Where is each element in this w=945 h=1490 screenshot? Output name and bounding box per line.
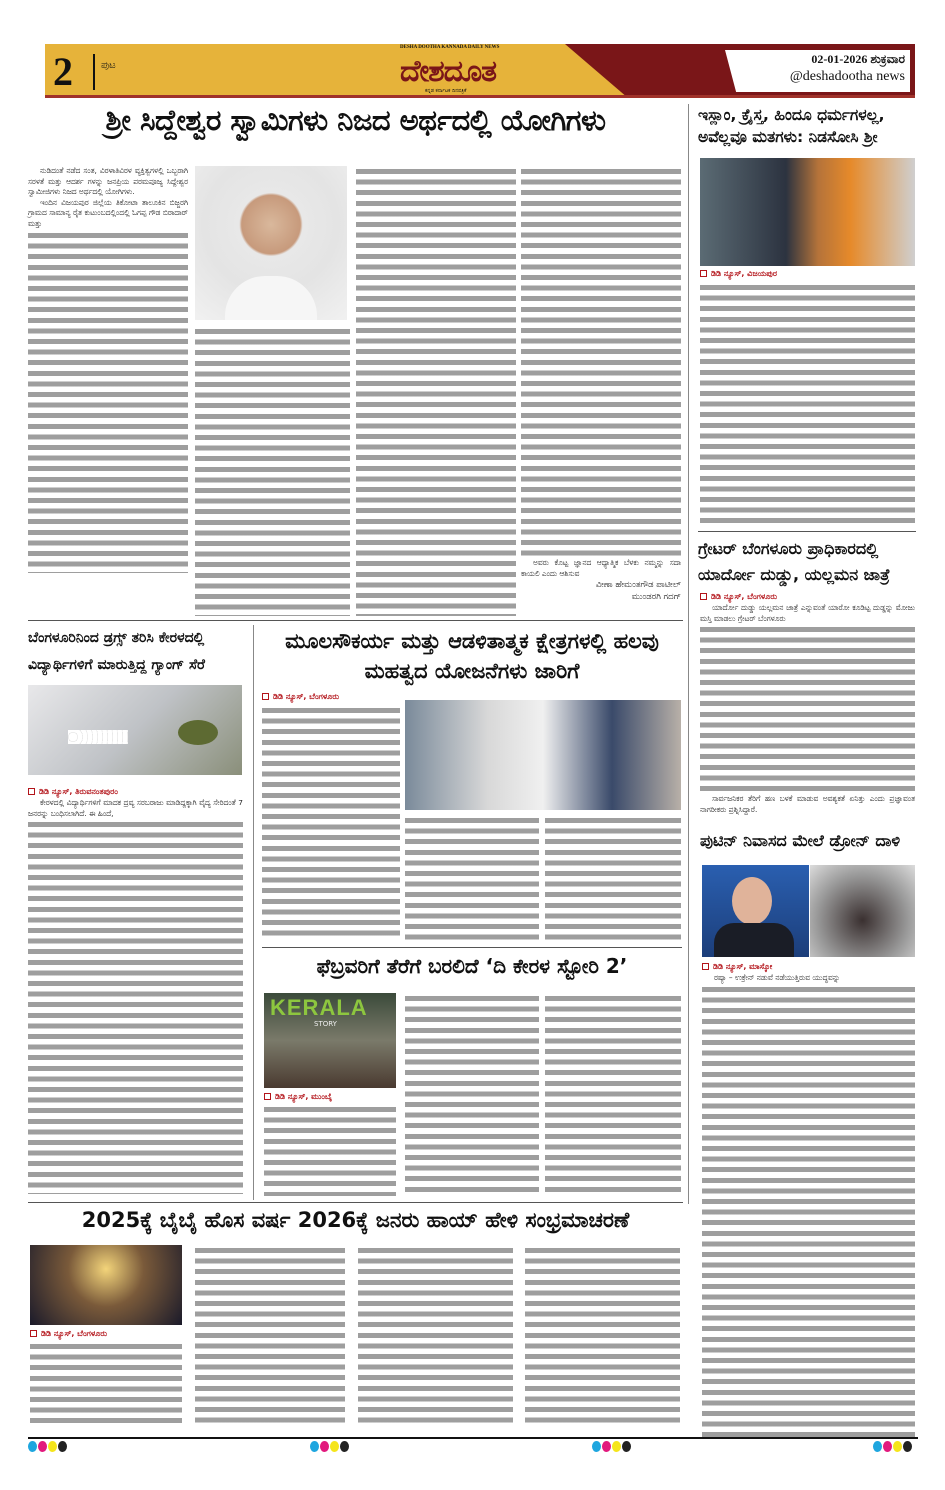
main-story-col3	[356, 166, 516, 616]
author-place: ಮುಂಡರಗಿ ಗದಗ್	[631, 592, 681, 603]
right-story1-headline: ಇಸ್ಲಾಂ, ಕ್ರೈಸ್ತ, ಹಿಂದೂ ಧರ್ಮಗಳಲ್ಲ, ಅವೆಲ್ಲವೂ ಮತಗಳು: ನಿಡಸೋಸಿ ಶ್ರೀ	[698, 106, 885, 146]
paper-logo: ದೇಶದೂತ	[400, 54, 497, 89]
drugs-photo	[28, 685, 242, 775]
registration-dot	[903, 1441, 912, 1452]
kerala-story-poster: KERALA STORY	[264, 993, 396, 1088]
drugs-byline: ಡಿಡಿ ನ್ಯೂಸ್, ತಿರುವನಂತಪುರಂ	[28, 787, 118, 797]
registration-dot	[602, 1441, 611, 1452]
infra-text-col1	[262, 705, 400, 940]
main-story-col1: ನುಡಿದಂತೆ ನಡೆದ ಸಂತ, ವಿರಳಾತಿವಿರಳ ವ್ಯಕ್ತಿತ್ವಗಳಲ್ಲಿ ಒಬ್ಬರಾಗಿ ಸರಳತೆ ಮತ್ತು ಆದರ್ಶ ಗಳನ್ನು ಜನಪ್ರಿಯ ಪರಮಪೂಜ್ಯ ಸಿದ್ದೇಶ್ವರ ಸ್ವಾಮೀಜಿಗಳು ನಿಜದ ಅರ್ಥದಲ್ಲಿ ಯೋಗಿಗಳು. ಇಂದಿನ ವಿಜಯಪುರ ಜಿಲ್ಲೆಯ ತಿಕೋಟಾ ತಾಲೂಕಿನ ಬಿಜ್ಜರಗಿ ಗ್ರಾಮದ ಸಾಮಾನ್ಯ ರೈತ ಕುಟುಂಬದಲ್ಲಿಂದಲ್ಲಿ ಓಗಪ್ಪ ಗೌಡ ಬಿರಾದಾರ್ ಮತ್ತು	[28, 166, 188, 573]
footer-rule	[28, 1437, 918, 1439]
infra-text-col3	[545, 815, 681, 940]
right-story1-byline: ಡಿಡಿ ನ್ಯೂಸ್, ವಿಜಯಪುರ	[700, 269, 777, 279]
registration-dot	[612, 1441, 621, 1452]
newyear-headline: 2025ಕ್ಕೆ ಬೈಬೈ ಹೊಸ ವರ್ಷ 2026ಕ್ಕೆ ಜನರು ಹಾಯ್ ಹೇಳಿ ಸಂಭ್ರಮಾಚರಣೆ	[81, 1208, 630, 1232]
kerala-story-byline: ಡಿಡಿ ನ್ಯೂಸ್, ಮುಂಬೈ	[264, 1092, 332, 1102]
drugs-text: ಕೇರಳದಲ್ಲಿ ವಿದ್ಯಾರ್ಥಿಗಳಿಗೆ ಮಾದಕ ದ್ರವ್ಯ ಸರಬರಾಜು ಮಾಡಿದ್ದಕ್ಕಾಗಿ ವೈದ್ಯ ಸೇರಿದಂತೆ 7 ಜನರನ್ನು ಬಂಧಿಸಲಾಗಿದೆ. ಈ ಹಿಂದೆ,	[28, 798, 243, 1194]
putin-photo	[702, 865, 809, 957]
main-headline: ಶ್ರೀ ಸಿದ್ದೇಶ್ವರ ಸ್ವಾಮಿಗಳು ನಿಜದ ಅರ್ಥದಲ್ಲಿ ಯೋಗಿಗಳು	[105, 103, 606, 137]
right-story3-text: ರಷ್ಯಾ – ಉಕ್ರೇನ್ ನಡುವೆ ನಡೆಯುತ್ತಿರುವ ಯುದ್ಧವನ್ನು	[702, 973, 915, 1439]
issue-date: 02-01-2026 ಶುಕ್ರವಾರ	[811, 52, 905, 66]
kerala-text-col3	[545, 993, 681, 1196]
registration-dot	[883, 1441, 892, 1452]
seer-speaking-photo	[700, 158, 915, 266]
newyear-text-col4	[525, 1245, 680, 1426]
newyear-text-col3	[358, 1245, 513, 1426]
leaders-handshake-photo	[405, 700, 681, 810]
registration-dot	[893, 1441, 902, 1452]
registration-dot	[330, 1441, 339, 1452]
newyear-crowd-photo	[30, 1245, 182, 1325]
registration-dot	[320, 1441, 329, 1452]
right-story3-byline: ಡಿಡಿ ನ್ಯೂಸ್, ಮಾಸ್ಕೋ	[702, 962, 772, 972]
infra-text-col2	[405, 815, 539, 940]
newyear-text-col2	[195, 1245, 345, 1426]
registration-dot	[38, 1441, 47, 1452]
newyear-text-col1	[30, 1341, 182, 1426]
registration-dot	[592, 1441, 601, 1452]
right-story1-text	[700, 282, 915, 527]
registration-dot	[48, 1441, 57, 1452]
registration-dot	[873, 1441, 882, 1452]
paper-subtitle: ಕನ್ನಡ ಕರ್ನಾಟಕ ದಿನಪತ್ರಿಕೆ	[425, 88, 467, 94]
main-story-col2	[195, 326, 350, 616]
kerala-text-col2	[405, 993, 539, 1196]
swamiji-photo	[195, 166, 347, 320]
registration-dot	[58, 1441, 67, 1452]
right-story2-byline: ಡಿಡಿ ನ್ಯೂಸ್, ಬೆಂಗಳೂರು	[700, 592, 777, 602]
author-name: ವೀಣಾ ಹೇಮಂತಗೌಡ ಪಾಟೀಲ್	[595, 580, 681, 591]
drugs-headline: ಬೆಂಗಳೂರಿನಿಂದ ಡ್ರಗ್ಸ್ ತರಿಸಿ ಕೇರಳದಲ್ಲಿ ವಿದ್ಯಾರ್ಥಿಗಳಿಗೆ ಮಾರುತ್ತಿದ್ದ ಗ್ಯಾಂಗ್ ಸೆರೆ	[28, 630, 205, 673]
page-label: ಪುಟ	[101, 60, 116, 71]
infra-headline: ಮೂಲಸೌಕರ್ಯ ಮತ್ತು ಆಡಳಿತಾತ್ಮಕ ಕ್ಷೇತ್ರಗಳಲ್ಲಿ ಹಲವು ಮಹತ್ವದ ಯೋಜನೆಗಳು ಜಾರಿಗೆ	[285, 629, 659, 683]
main-story-col4: ಅವರು ಕೊಟ್ಟ ಜ್ಞಾನದ ಆಧ್ಯಾತ್ಮಿಕ ಬೆಳಕು ನಮ್ಮನ್ನು ಸದಾ ಕಾಯಲಿ ಎಂದು ಆಶಿಸುವ ವೀಣಾ ಹೇಮಂತಗೌಡ ಪಾಟೀಲ್ ಮುಂಡರಗಿ ಗದಗ್	[521, 166, 681, 603]
drone-debris-photo	[810, 865, 915, 957]
paper-tagline: DESHA DOOTHA KANNADA DAILY NEWS	[400, 45, 500, 50]
registration-dot	[622, 1441, 631, 1452]
newyear-byline: ಡಿಡಿ ನ್ಯೂಸ್, ಬೆಂಗಳೂರು	[30, 1329, 107, 1339]
registration-dot	[340, 1441, 349, 1452]
social-handle: @deshadootha news	[789, 69, 905, 84]
right-story2-text: ಯಾರ್ದೋ ದುಡ್ಡು ಯಲ್ಲಮನ ಜಾತ್ರೆ ಎನ್ನುವಂತೆ ಯಾರೋ ಕೂಡಿಟ್ಟ ದುಡ್ಡನ್ನು ಮೋಜು ಮಸ್ತಿ ಮಾಡಲು ಗ್ರೇಟರ್ ಬೆಂಗಳೂರು ಸಾರ್ವಜನಿಕರ ತೆರಿಗೆ ಹಣ ಬಳಕೆ ಮಾಡುವ ಅವಶ್ಯಕತೆ ಏನಿತ್ತು ಎಂದು ಪ್ರಜ್ಞಾವಂತ ನಾಗರೀಕರು ಪ್ರಶ್ನಿಸಿದ್ದಾರೆ.	[700, 603, 915, 814]
masthead	[45, 44, 915, 98]
infra-byline: ಡಿಡಿ ನ್ಯೂಸ್, ಬೆಂಗಳೂರು	[262, 692, 339, 702]
kerala-story-headline: ಫೆಬ್ರವರಿಗೆ ತೆರೆಗೆ ಬರಲಿದೆ ‘ದಿ ಕೇರಳ ಸ್ಟೋರಿ 2’	[316, 954, 628, 978]
right-story2-headline: ಗ್ರೇಟರ್ ಬೆಂಗಳೂರು ಪ್ರಾಧಿಕಾರದಲ್ಲಿ ಯಾರ್ದೋ ದುಡ್ಡು, ಯಲ್ಲಮನ ಜಾತ್ರೆ	[698, 539, 890, 584]
right-story3-headline: ಪುಟಿನ್ ನಿವಾಸದ ಮೇಲೆ ಡ್ರೋನ್ ದಾಳಿ	[700, 831, 901, 850]
registration-dot	[310, 1441, 319, 1452]
kerala-text-col1	[264, 1104, 396, 1196]
registration-dot	[28, 1441, 37, 1452]
page-number: 2	[53, 49, 73, 94]
